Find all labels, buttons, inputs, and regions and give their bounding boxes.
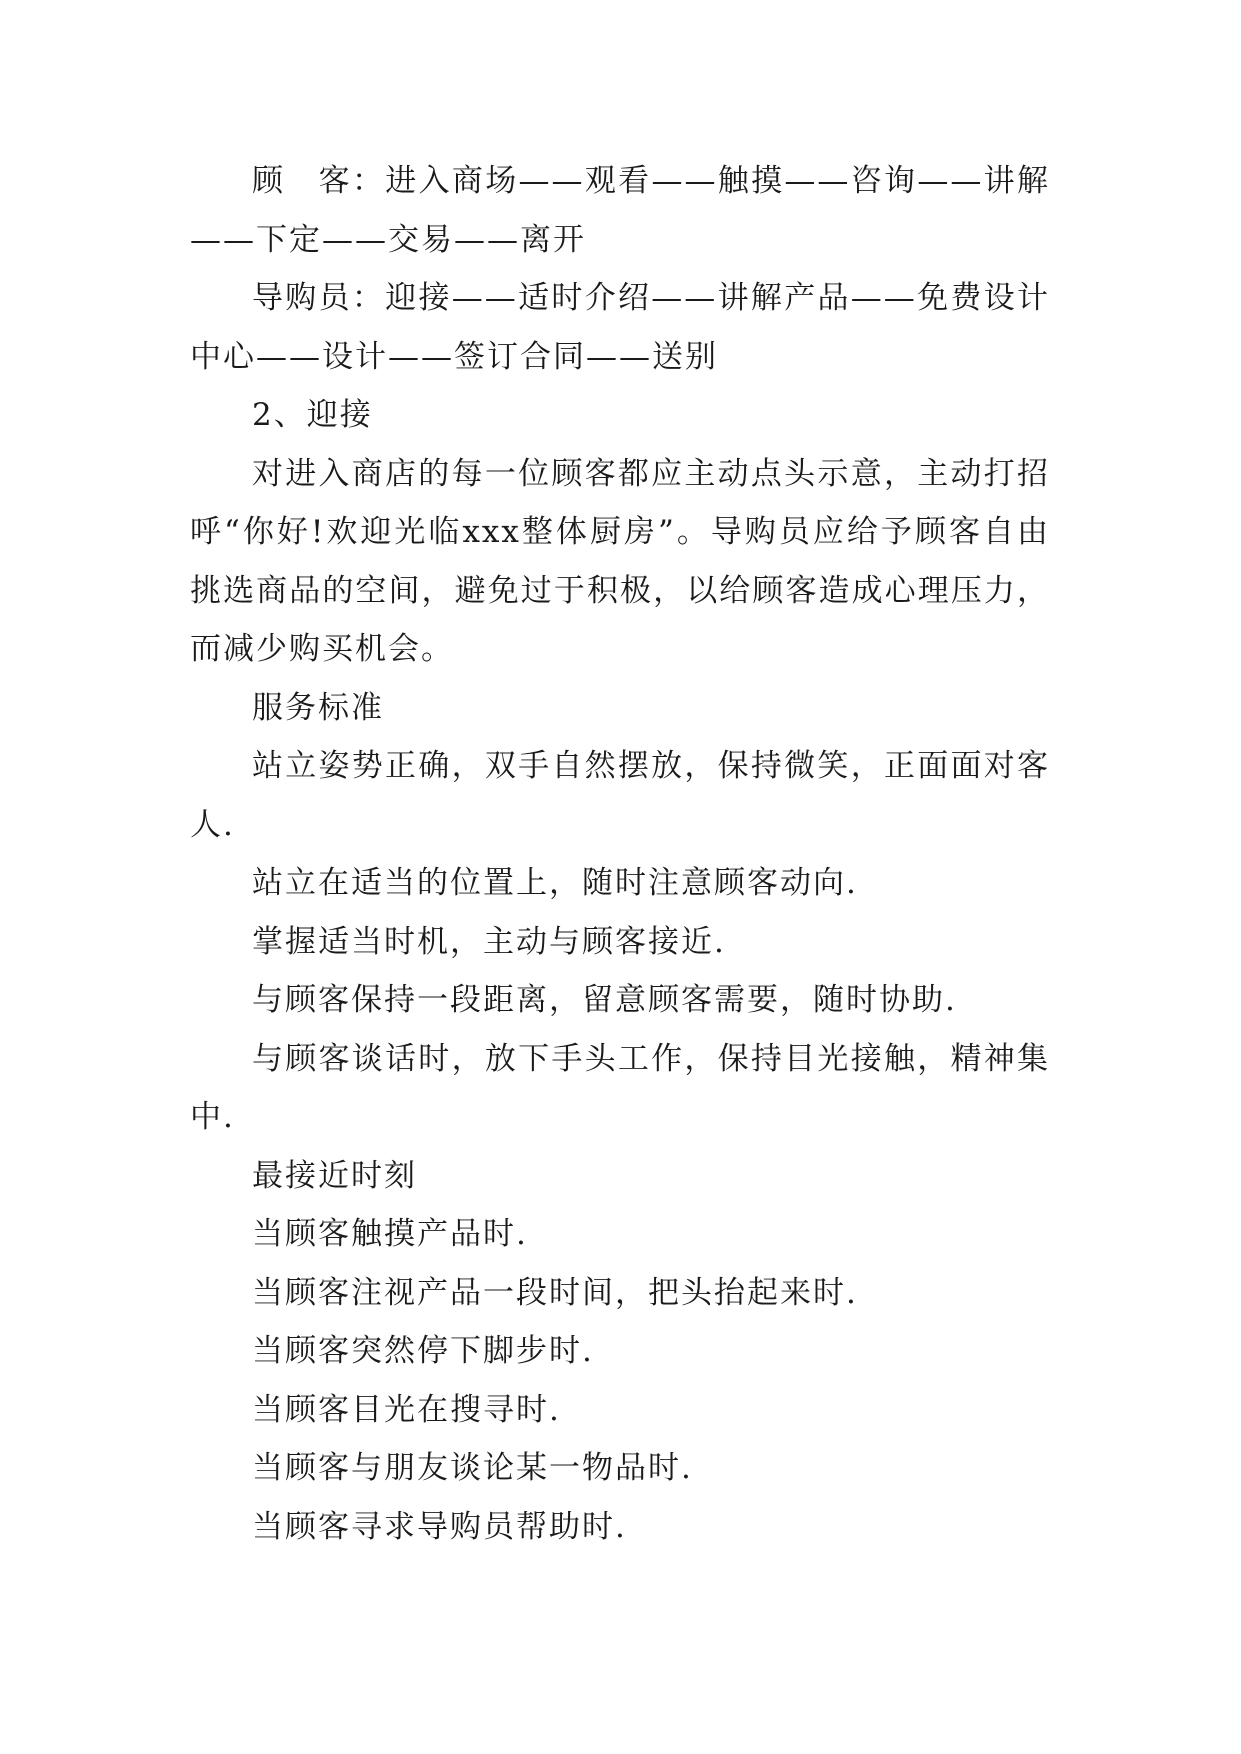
- list-item: 站立姿势正确，双手自然摆放，保持微笑，正面面对客人.: [190, 748, 1050, 843]
- document-body: [190, 152, 1050, 1556]
- list-item: 当顾客与朋友谈论某一物品时.: [252, 1450, 693, 1486]
- list-item: 当顾客触摸产品时.: [252, 1216, 528, 1252]
- list-item: 掌握适当时机，主动与顾客接近.: [252, 923, 726, 960]
- list-item: 当顾客注视产品一段时间，把头抬起来时.: [252, 1274, 858, 1311]
- section-heading-greeting: 2、迎接: [252, 397, 373, 433]
- list-item: 当顾客目光在搜寻时.: [252, 1391, 561, 1428]
- paragraph-greeting: 对进入商店的每一位顾客都应主动点头示意，主动打招呼“你好!欢迎光临xxx整体厨房”。导购员应给予顾客自由挑选商品的空间，避免过于积极，以给顾客造成心理压力，而减少购买机会。: [190, 455, 1050, 667]
- paragraph-customer-flow: 顾 客：进入商场——观看——触摸——咨询——讲解——下定——交易——离开: [190, 163, 1050, 258]
- subheading-best-moment: 最接近时刻: [252, 1157, 417, 1194]
- subheading-service-standard: 服务标准: [252, 689, 384, 726]
- list-item: 站立在适当的位置上，随时注意顾客动向.: [252, 865, 858, 901]
- list-item: 与顾客保持一段距离，留意顾客需要，随时协助.: [252, 982, 957, 1018]
- list-item: 当顾客突然停下脚步时.: [252, 1333, 594, 1369]
- list-item: 与顾客谈话时，放下手头工作，保持目光接触，精神集中.: [190, 1040, 1050, 1135]
- paragraph-guide-flow: 导购员：迎接——适时介绍——讲解产品——免费设计中心——设计——签订合同——送别: [190, 280, 1050, 375]
- list-item: 当顾客寻求导购员帮助时.: [252, 1508, 627, 1545]
